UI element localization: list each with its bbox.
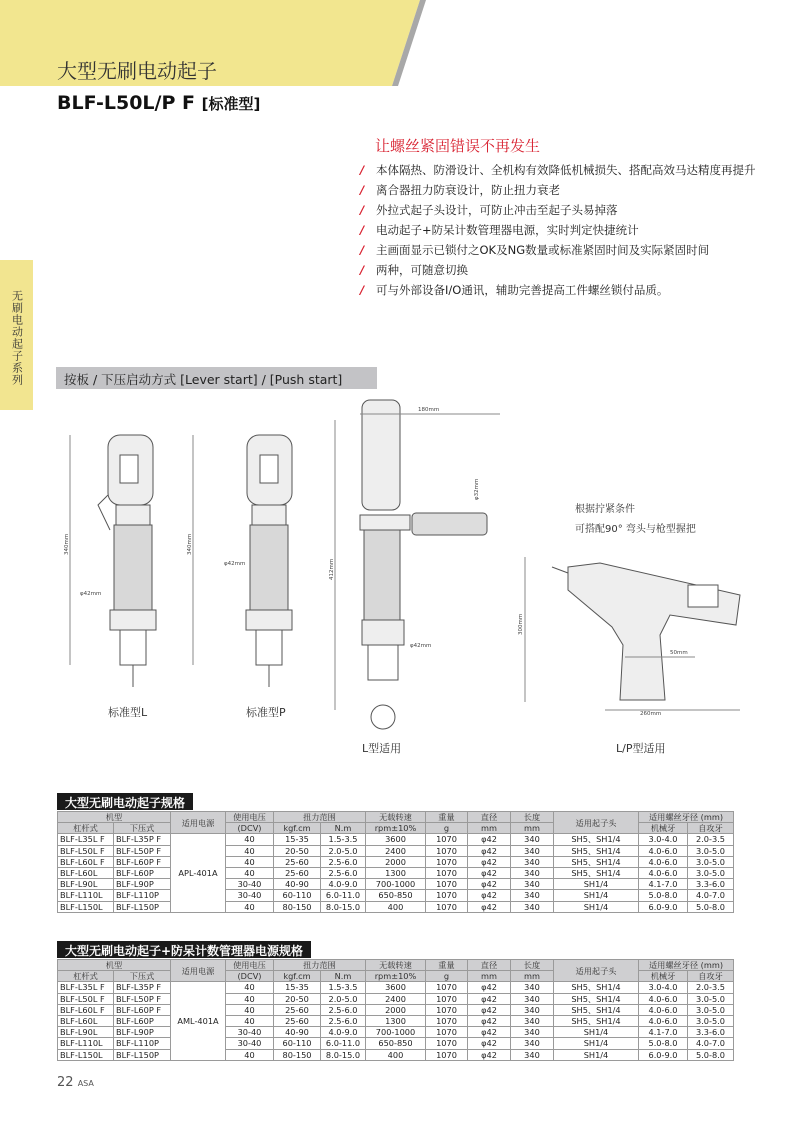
- spec-table-2: [57, 940, 734, 1061]
- side-tab[interactable]: [0, 260, 33, 410]
- standard-l-label: 标准型L: [108, 706, 148, 719]
- table-header-cell: 机械牙: [639, 971, 688, 982]
- table-cell: 700-1000: [366, 879, 426, 890]
- table-cell: 8.0-15.0: [321, 1049, 366, 1060]
- table-cell: BLF-L90L: [58, 1027, 114, 1038]
- table-cell: BLF-L60P F: [114, 1004, 171, 1015]
- table-cell: 1070: [426, 1049, 468, 1060]
- table-cell: SH1/4: [554, 1038, 639, 1049]
- table-cell: BLF-L60P: [114, 1015, 171, 1026]
- table-cell: 2.5-6.0: [321, 867, 366, 878]
- table-cell: φ42: [468, 834, 511, 845]
- lp-type-label: L/P型适用: [616, 742, 666, 755]
- l-type-label: L型适用: [362, 742, 402, 755]
- table-cell: 3.0-5.0: [688, 1004, 734, 1015]
- dim-label: 260mm: [640, 711, 662, 717]
- table-cell: 6.0-11.0: [321, 1038, 366, 1049]
- table-row: [58, 834, 734, 845]
- bullet-marker-icon: /: [360, 163, 365, 177]
- table-row: [58, 1027, 734, 1038]
- table-row: [58, 1038, 734, 1049]
- table-cell: SH1/4: [554, 1049, 639, 1060]
- table-cell: 1.5-3.5: [321, 834, 366, 845]
- bullet-marker-icon: /: [360, 203, 365, 217]
- table-cell: 30-40: [226, 1038, 274, 1049]
- table-cell: 1070: [426, 1038, 468, 1049]
- table-cell: 1070: [426, 982, 468, 993]
- table-cell: 1070: [426, 845, 468, 856]
- table-cell: 15-35: [274, 834, 321, 845]
- table-cell: 80-150: [274, 1049, 321, 1060]
- table-header-cell: 下压式: [114, 823, 171, 834]
- table-row: [58, 890, 734, 901]
- table-cell: 40: [226, 856, 274, 867]
- table-cell: 4.0-6.0: [639, 856, 688, 867]
- table-header-cell: 无载转速: [366, 812, 426, 823]
- table-cell: 60-110: [274, 1038, 321, 1049]
- standard-p-label: 标准型P: [246, 706, 286, 719]
- table-cell: 1300: [366, 867, 426, 878]
- table-cell: 25-60: [274, 856, 321, 867]
- table-header-cell: rpm±10%: [366, 823, 426, 834]
- table-cell: 340: [511, 1038, 554, 1049]
- table-cell: 40: [226, 845, 274, 856]
- power-cell: AML-401A: [171, 982, 226, 1060]
- table-cell: 3.0-5.0: [688, 867, 734, 878]
- table-cell: BLF-L50P F: [114, 993, 171, 1004]
- table-cell: BLF-L35L F: [58, 834, 114, 845]
- table-cell: 3.3-6.0: [688, 1027, 734, 1038]
- table-cell: 2000: [366, 1004, 426, 1015]
- table-cell: 2.5-6.0: [321, 1015, 366, 1026]
- feature-item: [360, 260, 765, 280]
- dim-label: 340mm: [187, 533, 193, 555]
- table-header-cell: 适用起子头: [554, 812, 639, 834]
- table-cell: 4.1-7.0: [639, 879, 688, 890]
- table-cell: 4.0-7.0: [688, 1038, 734, 1049]
- table-cell: BLF-L110P: [114, 890, 171, 901]
- table-cell: SH5、SH1/4: [554, 834, 639, 845]
- table-cell: 6.0-9.0: [639, 901, 688, 912]
- table-cell: 1070: [426, 1015, 468, 1026]
- table-cell: 2000: [366, 856, 426, 867]
- table-header-cell: N.m: [321, 823, 366, 834]
- table-header-cell: 机型: [58, 812, 171, 823]
- table-cell: 2.0-5.0: [321, 993, 366, 1004]
- bullet-marker-icon: /: [360, 243, 365, 257]
- table-cell: 20-50: [274, 993, 321, 1004]
- feature-text: 两种，可随意切换: [376, 263, 468, 277]
- feature-text: 外拉式起子头设计，可防止冲击至起子头易掉落: [376, 203, 618, 217]
- category-title: 大型无刷电动起子: [57, 59, 217, 83]
- dim-label: 300mm: [518, 613, 524, 635]
- table-cell: 340: [511, 867, 554, 878]
- table-cell: 400: [366, 901, 426, 912]
- table-header-cell: 适用起子头: [554, 960, 639, 982]
- table-cell: SH5、SH1/4: [554, 982, 639, 993]
- table-cell: 1070: [426, 834, 468, 845]
- table-cell: 1300: [366, 1015, 426, 1026]
- table-cell: 340: [511, 982, 554, 993]
- table-cell: 4.0-6.0: [639, 867, 688, 878]
- table-cell: 340: [511, 993, 554, 1004]
- spec-table-1: [57, 792, 734, 913]
- table-cell: 2.0-3.5: [688, 982, 734, 993]
- table-header-cell: N.m: [321, 971, 366, 982]
- table-cell: BLF-L110L: [58, 890, 114, 901]
- gun-note-1: 根据拧紧条件: [575, 504, 635, 515]
- table-cell: 340: [511, 1027, 554, 1038]
- table-cell: φ42: [468, 845, 511, 856]
- table-row: [58, 856, 734, 867]
- table-cell: 3.3-6.0: [688, 879, 734, 890]
- table-header-cell: 使用电压: [226, 812, 274, 823]
- spec-table: [57, 811, 734, 913]
- table-cell: SH5、SH1/4: [554, 1015, 639, 1026]
- feature-text: 可与外部设备I/O通讯，辅助完善提高工件螺丝锁付品质。: [376, 283, 669, 297]
- table-row: [58, 1004, 734, 1015]
- table-cell: φ42: [468, 901, 511, 912]
- table-header-cell: mm: [468, 971, 511, 982]
- table-header-cell: 直径: [468, 812, 511, 823]
- table-cell: 40: [226, 901, 274, 912]
- dim-label: φ42mm: [410, 643, 432, 649]
- table-cell: 5.0-8.0: [688, 1049, 734, 1060]
- table-cell: 1070: [426, 890, 468, 901]
- table-cell: 6.0-11.0: [321, 890, 366, 901]
- table-cell: BLF-L60L: [58, 1015, 114, 1026]
- table-cell: BLF-L150P: [114, 1049, 171, 1060]
- table-cell: 20-50: [274, 845, 321, 856]
- feature-text: 离合器扭力防衰设计，防止扭力衰老: [376, 183, 560, 197]
- table-cell: φ42: [468, 1015, 511, 1026]
- table-cell: 40: [226, 1004, 274, 1015]
- table-cell: 2.0-3.5: [688, 834, 734, 845]
- table-cell: BLF-L90P: [114, 879, 171, 890]
- table-cell: 40-90: [274, 879, 321, 890]
- table-header-cell: 自攻牙: [688, 971, 734, 982]
- table-cell: 1070: [426, 993, 468, 1004]
- feature-text: 本体隔热、防滑设计、全机构有效降低机械损失、搭配高效马达精度再提升: [376, 163, 756, 177]
- table-cell: 4.0-6.0: [639, 845, 688, 856]
- table-cell: SH1/4: [554, 1027, 639, 1038]
- table-header-row: [58, 960, 734, 971]
- table-cell: BLF-L150P: [114, 901, 171, 912]
- table-cell: 30-40: [226, 890, 274, 901]
- table-header-cell: 无载转速: [366, 960, 426, 971]
- side-tab-label: 无刷电动起子系列: [10, 290, 24, 386]
- table-cell: 340: [511, 1015, 554, 1026]
- table-header-cell: 适用电源: [171, 960, 226, 982]
- table-header-cell: 长度: [511, 812, 554, 823]
- table-cell: 80-150: [274, 901, 321, 912]
- spec-table: [57, 959, 734, 1061]
- table-cell: 25-60: [274, 867, 321, 878]
- table-cell: SH5、SH1/4: [554, 1004, 639, 1015]
- table-cell: φ42: [468, 890, 511, 901]
- table-cell: 60-110: [274, 890, 321, 901]
- feature-list: [360, 160, 765, 300]
- table-cell: 2400: [366, 845, 426, 856]
- product-drawings: [40, 395, 770, 765]
- table-cell: 4.0-9.0: [321, 1027, 366, 1038]
- table-row: [58, 845, 734, 856]
- table-cell: φ42: [468, 1004, 511, 1015]
- table-cell: BLF-L60L: [58, 867, 114, 878]
- dim-label: 412mm: [329, 558, 335, 580]
- features-slogan: 让螺丝紧固错误不再发生: [375, 137, 541, 155]
- bullet-marker-icon: /: [360, 223, 365, 237]
- table-cell: 2400: [366, 993, 426, 1004]
- table-cell: 40: [226, 867, 274, 878]
- dim-label: 50mm: [670, 650, 688, 656]
- table-row: [58, 982, 734, 993]
- dim-label: 180mm: [418, 407, 440, 413]
- table-cell: 340: [511, 879, 554, 890]
- table-header-cell: mm: [511, 971, 554, 982]
- dim-label: φ42mm: [224, 561, 246, 567]
- table-header-cell: 下压式: [114, 971, 171, 982]
- table-header-cell: 适用螺丝牙径 (mm): [639, 812, 734, 823]
- bullet-marker-icon: /: [360, 183, 365, 197]
- table-cell: BLF-L50L F: [58, 993, 114, 1004]
- table-cell: 3.0-5.0: [688, 993, 734, 1004]
- table-cell: 3600: [366, 982, 426, 993]
- table-cell: 40: [226, 834, 274, 845]
- gun-tool-drawing: [525, 557, 740, 710]
- table-cell: 1070: [426, 1027, 468, 1038]
- table-row: [58, 993, 734, 1004]
- table-header-cell: 适用电源: [171, 812, 226, 834]
- table-cell: 3.0-5.0: [688, 856, 734, 867]
- table-cell: BLF-L150L: [58, 901, 114, 912]
- page-number: 22: [57, 1075, 74, 1090]
- table-title: 大型无刷电动起子+防呆计数管理器电源规格: [57, 941, 311, 958]
- table-header-cell: 自攻牙: [688, 823, 734, 834]
- table-cell: BLF-L90L: [58, 879, 114, 890]
- table-cell: SH1/4: [554, 879, 639, 890]
- table-cell: 3.0-4.0: [639, 982, 688, 993]
- handle-tool-drawing: [335, 400, 500, 729]
- table-cell: 40: [226, 993, 274, 1004]
- table-cell: 4.0-6.0: [639, 993, 688, 1004]
- table-row: [58, 901, 734, 912]
- table-cell: 3600: [366, 834, 426, 845]
- table-header-cell: mm: [511, 823, 554, 834]
- table-header-cell: (DCV): [226, 971, 274, 982]
- table-header-cell: g: [426, 823, 468, 834]
- table-cell: 5.0-8.0: [639, 890, 688, 901]
- table-cell: 30-40: [226, 879, 274, 890]
- table-cell: 1070: [426, 901, 468, 912]
- gun-note-2: 可搭配90° 弯头与枪型握把: [575, 524, 696, 535]
- table-cell: BLF-L60P F: [114, 856, 171, 867]
- start-method-bar: 按板 / 下压启动方式 [Lever start] / [Push start]: [56, 367, 377, 389]
- table-header-cell: 重量: [426, 960, 468, 971]
- table-cell: BLF-L35L F: [58, 982, 114, 993]
- table-header-cell: 使用电压: [226, 960, 274, 971]
- table-header-cell: 杠杆式: [58, 971, 114, 982]
- feature-item: [360, 280, 765, 300]
- table-header-cell: mm: [468, 823, 511, 834]
- table-title: 大型无刷电动起子规格: [57, 793, 193, 810]
- table-header-cell: 直径: [468, 960, 511, 971]
- table-cell: BLF-L150L: [58, 1049, 114, 1060]
- table-cell: φ42: [468, 1049, 511, 1060]
- table-header-cell: 长度: [511, 960, 554, 971]
- table-cell: 40: [226, 1015, 274, 1026]
- lever-tool-drawing: [70, 435, 156, 687]
- table-cell: φ42: [468, 856, 511, 867]
- table-cell: 4.1-7.0: [639, 1027, 688, 1038]
- table-header-cell: kgf.cm: [274, 823, 321, 834]
- table-cell: 1.5-3.5: [321, 982, 366, 993]
- table-cell: 30-40: [226, 1027, 274, 1038]
- table-cell: BLF-L60L F: [58, 856, 114, 867]
- table-cell: 4.0-6.0: [639, 1015, 688, 1026]
- table-cell: BLF-L110P: [114, 1038, 171, 1049]
- table-cell: BLF-L60P: [114, 867, 171, 878]
- table-cell: BLF-L110L: [58, 1038, 114, 1049]
- table-cell: 340: [511, 1049, 554, 1060]
- model-type: [标准型]: [201, 95, 261, 113]
- table-cell: φ42: [468, 1027, 511, 1038]
- feature-item: [360, 160, 765, 180]
- table-cell: SH1/4: [554, 890, 639, 901]
- table-cell: 650-850: [366, 1038, 426, 1049]
- table-cell: SH1/4: [554, 901, 639, 912]
- feature-item: [360, 180, 765, 200]
- table-cell: 40: [226, 982, 274, 993]
- table-cell: φ42: [468, 879, 511, 890]
- model-name: BLF-L50L/P F: [57, 92, 195, 114]
- table-header-row: [58, 812, 734, 823]
- table-cell: SH5、SH1/4: [554, 856, 639, 867]
- table-cell: 3.0-5.0: [688, 845, 734, 856]
- table-cell: 400: [366, 1049, 426, 1060]
- table-header-cell: 重量: [426, 812, 468, 823]
- table-cell: 340: [511, 845, 554, 856]
- table-header-cell: (DCV): [226, 823, 274, 834]
- table-cell: 4.0-6.0: [639, 1004, 688, 1015]
- table-cell: 1070: [426, 879, 468, 890]
- table-cell: 4.0-9.0: [321, 879, 366, 890]
- table-cell: 25-60: [274, 1004, 321, 1015]
- table-cell: 2.5-6.0: [321, 856, 366, 867]
- table-row: [58, 879, 734, 890]
- table-header-cell: 扭力范围: [274, 960, 366, 971]
- table-cell: BLF-L50L F: [58, 845, 114, 856]
- table-row: [58, 1049, 734, 1060]
- table-cell: BLF-L60L F: [58, 1004, 114, 1015]
- table-row: [58, 1015, 734, 1026]
- table-cell: BLF-L90P: [114, 1027, 171, 1038]
- table-header-cell: rpm±10%: [366, 971, 426, 982]
- feature-text: 电动起子+防呆计数管理器电源，实时判定快捷统计: [376, 223, 639, 237]
- table-cell: 8.0-15.0: [321, 901, 366, 912]
- feature-item: [360, 200, 765, 220]
- table-header-cell: 杠杆式: [58, 823, 114, 834]
- table-cell: 1070: [426, 1004, 468, 1015]
- bullet-marker-icon: /: [360, 283, 365, 297]
- dim-label: φ42mm: [80, 591, 102, 597]
- table-cell: 340: [511, 890, 554, 901]
- table-cell: 700-1000: [366, 1027, 426, 1038]
- table-header-cell: kgf.cm: [274, 971, 321, 982]
- table-cell: BLF-L35P F: [114, 982, 171, 993]
- table-cell: 40: [226, 1049, 274, 1060]
- table-cell: 2.0-5.0: [321, 845, 366, 856]
- table-cell: 340: [511, 856, 554, 867]
- feature-item: [360, 240, 765, 260]
- table-header-cell: 机型: [58, 960, 171, 971]
- brand: ASA: [77, 1079, 94, 1088]
- table-cell: 5.0-8.0: [639, 1038, 688, 1049]
- table-cell: 2.5-6.0: [321, 1004, 366, 1015]
- table-cell: φ42: [468, 982, 511, 993]
- table-cell: 340: [511, 901, 554, 912]
- table-cell: 25-60: [274, 1015, 321, 1026]
- table-cell: 4.0-7.0: [688, 890, 734, 901]
- table-cell: 5.0-8.0: [688, 901, 734, 912]
- feature-item: [360, 220, 765, 240]
- dim-label: φ32mm: [474, 478, 480, 500]
- table-cell: BLF-L35P F: [114, 834, 171, 845]
- table-header-cell: 机械牙: [639, 823, 688, 834]
- feature-text: 主画面显示已锁付之OK及NG数量或标准紧固时间及实际紧固时间: [376, 243, 710, 257]
- page-footer: [57, 1075, 94, 1090]
- table-cell: SH5、SH1/4: [554, 867, 639, 878]
- table-cell: 3.0-5.0: [688, 1015, 734, 1026]
- table-cell: 340: [511, 1004, 554, 1015]
- table-cell: φ42: [468, 867, 511, 878]
- table-cell: 40-90: [274, 1027, 321, 1038]
- table-header-cell: 适用螺丝牙径 (mm): [639, 960, 734, 971]
- table-cell: 15-35: [274, 982, 321, 993]
- table-cell: φ42: [468, 1038, 511, 1049]
- table-cell: BLF-L50P F: [114, 845, 171, 856]
- table-cell: φ42: [468, 993, 511, 1004]
- table-cell: 650-850: [366, 890, 426, 901]
- dim-label: 340mm: [64, 533, 70, 555]
- table-cell: 1070: [426, 867, 468, 878]
- model-title: [57, 92, 260, 114]
- table-row: [58, 867, 734, 878]
- table-header-cell: 扭力范围: [274, 812, 366, 823]
- table-cell: 340: [511, 834, 554, 845]
- table-cell: SH5、SH1/4: [554, 845, 639, 856]
- table-cell: 1070: [426, 856, 468, 867]
- bullet-marker-icon: /: [360, 263, 365, 277]
- table-cell: SH5、SH1/4: [554, 993, 639, 1004]
- table-cell: 6.0-9.0: [639, 1049, 688, 1060]
- power-cell: APL-401A: [171, 834, 226, 912]
- table-cell: 3.0-4.0: [639, 834, 688, 845]
- table-header-cell: g: [426, 971, 468, 982]
